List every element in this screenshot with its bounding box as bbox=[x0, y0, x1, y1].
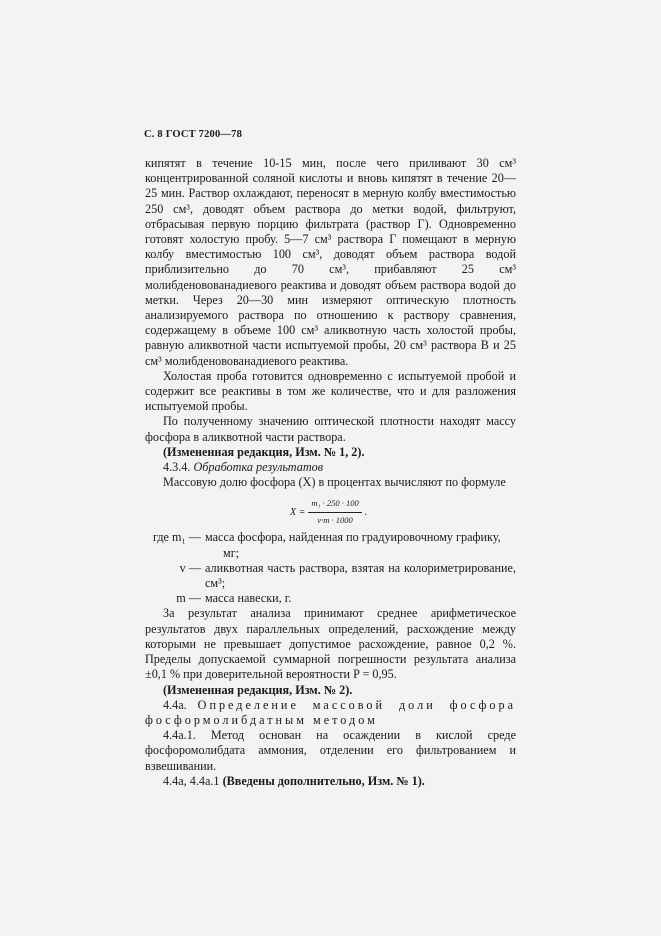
variable-definitions bbox=[145, 530, 516, 606]
paragraph-optical-density: По полученному значению оптической плотности находят массу фосфора в аликвотной части раствора. bbox=[145, 414, 516, 444]
section-title: Обработка результатов bbox=[193, 460, 324, 475]
definition-row bbox=[145, 530, 516, 545]
section-title: Определение массовой доли фосфора фосформолибдатным методом bbox=[145, 697, 516, 727]
definition-text: масса фосфора, найденная по градуировочному графику, bbox=[205, 530, 501, 545]
definition-continuation: мг; bbox=[223, 545, 240, 560]
amendment-note-1: (Измененная редакция, Изм. № 1, 2). bbox=[163, 444, 365, 459]
amendment-note-3: 4.4а, 4.4а.1 (Введены дополнительно, Изм. № 1). bbox=[163, 773, 425, 788]
section-number: 4.3.4. bbox=[163, 460, 191, 475]
running-head: С. 8 ГОСТ 7200—78 bbox=[144, 129, 243, 140]
paragraph-blank-sample: Холостая проба готовится одновременно с испытуемой пробой и содержит все реактивы в том же количестве, что и для разложения испытуемой пробы. bbox=[145, 368, 516, 414]
page-body bbox=[145, 156, 516, 789]
definition-symbol: m — bbox=[176, 591, 201, 606]
definition-text: аликвотная часть раствора, взятая на колориметрирование, см³; bbox=[205, 560, 516, 591]
definition-row bbox=[145, 561, 516, 591]
definition-row bbox=[145, 591, 516, 606]
formula-fraction bbox=[308, 496, 361, 527]
definition-text: масса навески, г. bbox=[205, 591, 292, 606]
formula-block bbox=[145, 490, 516, 530]
amendment-note-2: (Измененная редакция, Изм. № 2). bbox=[163, 682, 353, 697]
paragraph-procedure: кипятят в течение 10-15 мин, после чего приливают 30 см³ концентрированной соляной кислоты и вновь кипятят в течение 20—25 мин. Раствор охлаждают, переносят в мерную колбу вместимостью 250 см³, доводят объем раствора до метки водой, фильтруют, отбрасывая первую порцию фильтрата (раствор Г). Одновременно готовят холостую пробу. 5—7 см³ раствора Г помещают в мерную колбу вместимостью 100 см³, доводят объем раствора водой приблизительно до 70 см³, прибавляют 25 см³ молибденовованадиевого реактива и доводят объем раствора водой до метки. Через 20—30 мин измеряют оптическую плотность анализируемого раствора по отношению к раствору сравнения, содержащему в объеме 100 см³ аликвотную часть холостой пробы, равную аликвотной части испытуемой пробы, 20 см³ раствора В и 25 см³ молибденовованадиевого реактива. bbox=[145, 156, 516, 368]
formula-lhs: X = bbox=[290, 506, 306, 518]
definition-symbol: где m₁ — bbox=[152, 530, 201, 545]
section-number: 4.4а. bbox=[163, 697, 187, 712]
section-heading-4-3-4 bbox=[145, 460, 516, 475]
definition-symbol: v — bbox=[179, 560, 201, 575]
formula bbox=[290, 496, 367, 527]
formula-end: . bbox=[364, 506, 368, 518]
section-heading-4-4a bbox=[145, 698, 516, 728]
formula-denominator: v·m · 1000 bbox=[317, 514, 353, 525]
paragraph-result: За результат анализа принимают среднее арифметическое результатов двух параллельных определений, расхождение между которыми не превышает допустимое расхождение, равное 0,2 %. Пределы допускаемой суммарной погрешности результата анализа ±0,1 % при доверительной вероятности P = 0,95. bbox=[145, 606, 516, 682]
formula-numerator: m₁ · 250 · 100 bbox=[311, 498, 359, 509]
paragraph-method: 4.4а.1. Метод основан на осаждении в кислой среде фосфоромолибдата аммония, отделении его фильтрованием и взвешивании. bbox=[145, 728, 516, 773]
paragraph-formula-intro: Массовую долю фосфора (X) в процентах вычисляют по формуле bbox=[163, 475, 506, 490]
